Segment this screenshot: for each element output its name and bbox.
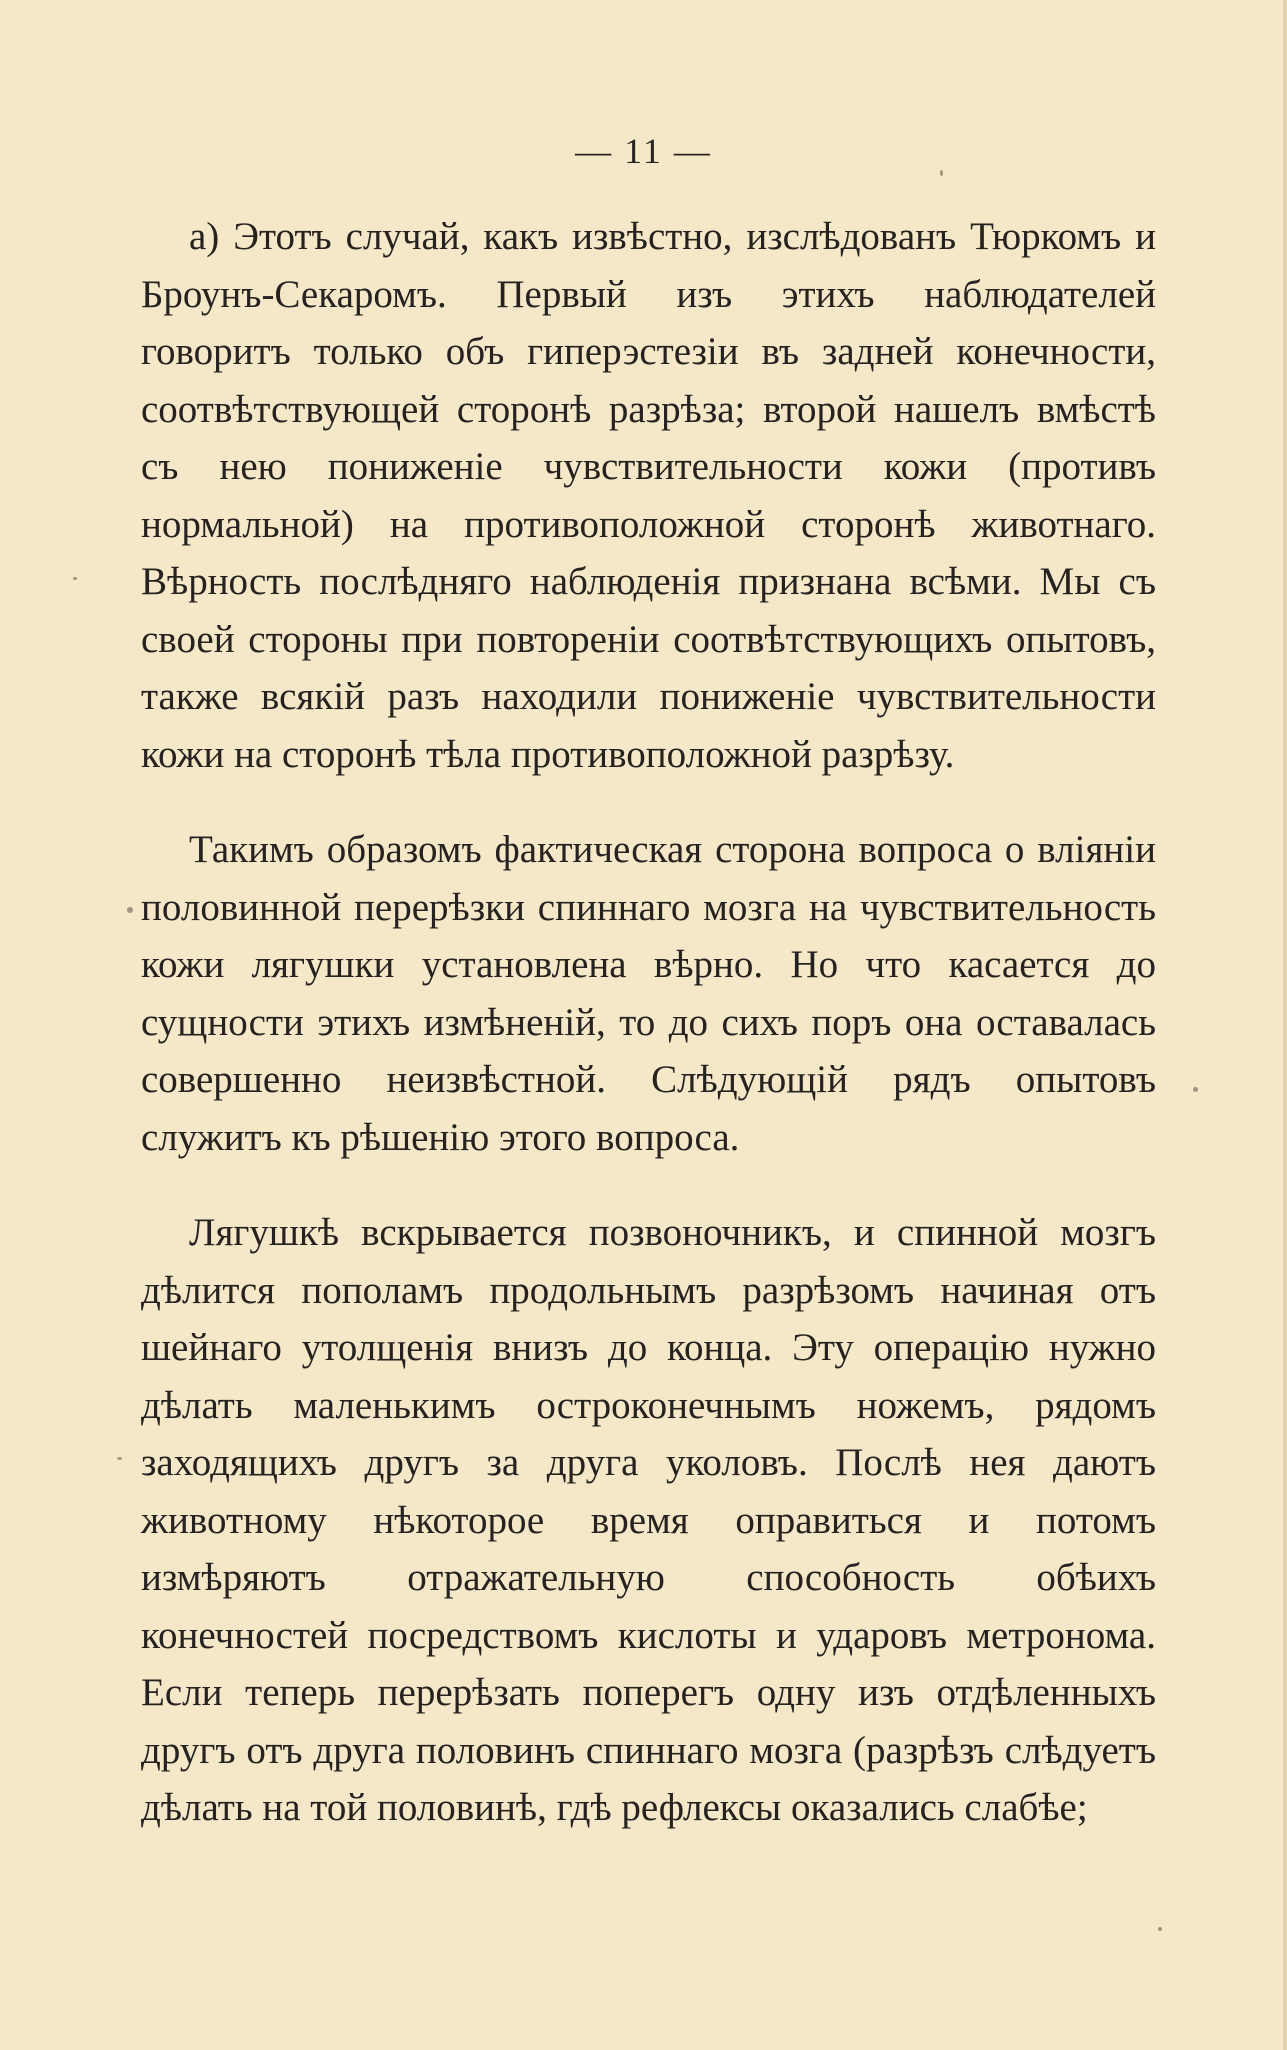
page-number: — 11 — <box>575 131 712 171</box>
paper-speck <box>127 907 133 913</box>
paper-speck <box>73 577 77 580</box>
body-text <box>141 208 1156 1837</box>
paragraph-1: а) Этотъ случай, какъ извѣстно, изслѣдованъ Тюркомъ и Броунъ-Секаромъ. Первый изъ этихъ наблюдателей говоритъ только объ гиперэстезіи въ задней конечности, соотвѣтствующей сторонѣ разрѣза; второй нашелъ вмѣстѣ съ нею пониженіе чувствительности кожи (противъ нормальной) на противоположной сторонѣ животнаго. Вѣрность послѣдняго наблюденія признана всѣми. Мы съ своей стороны при повтореніи соотвѣтствующихъ опытовъ, также всякій разъ находили пониженіе чувствительности кожи на сторонѣ тѣла противоположной разрѣзу. <box>141 215 1156 776</box>
paper-speck <box>940 170 943 176</box>
paragraph-2: Такимъ образомъ фактическая сторона вопроса о вліяніи половинной перерѣзки спиннаго мозга на чувствительность кожи лягушки установлена вѣрно. Но что касается до сущности этихъ измѣненій, то до сихъ поръ она оставалась совершенно неизвѣстной. Слѣдующій рядъ опытовъ служитъ къ рѣшенію этого вопроса. <box>141 828 1156 1159</box>
paper-speck <box>1193 1087 1198 1092</box>
paper-speck <box>1158 1927 1162 1931</box>
paragraph-3: Лягушкѣ вскрывается позвоночникъ, и спинной мозгъ дѣлится пополамъ продольнымъ разрѣзомъ начиная отъ шейнаго утолщенія внизъ до конца. Эту операцію нужно дѣлать маленькимъ остроконечнымъ ножемъ, рядомъ заходящихъ другъ за друга уколовъ. Послѣ нея даютъ животному нѣкоторое время оправиться и потомъ измѣряютъ отражательную способность обѣихъ конечностей посредствомъ кислоты и ударовъ метронома. Если теперь перерѣзать поперегъ одну изъ отдѣленныхъ другъ отъ друга половинъ спиннаго мозга (разрѣзъ слѣдуетъ дѣлать на той половинѣ, гдѣ рефлексы оказались слабѣе; <box>141 1211 1156 1829</box>
paper-speck <box>117 1457 122 1460</box>
